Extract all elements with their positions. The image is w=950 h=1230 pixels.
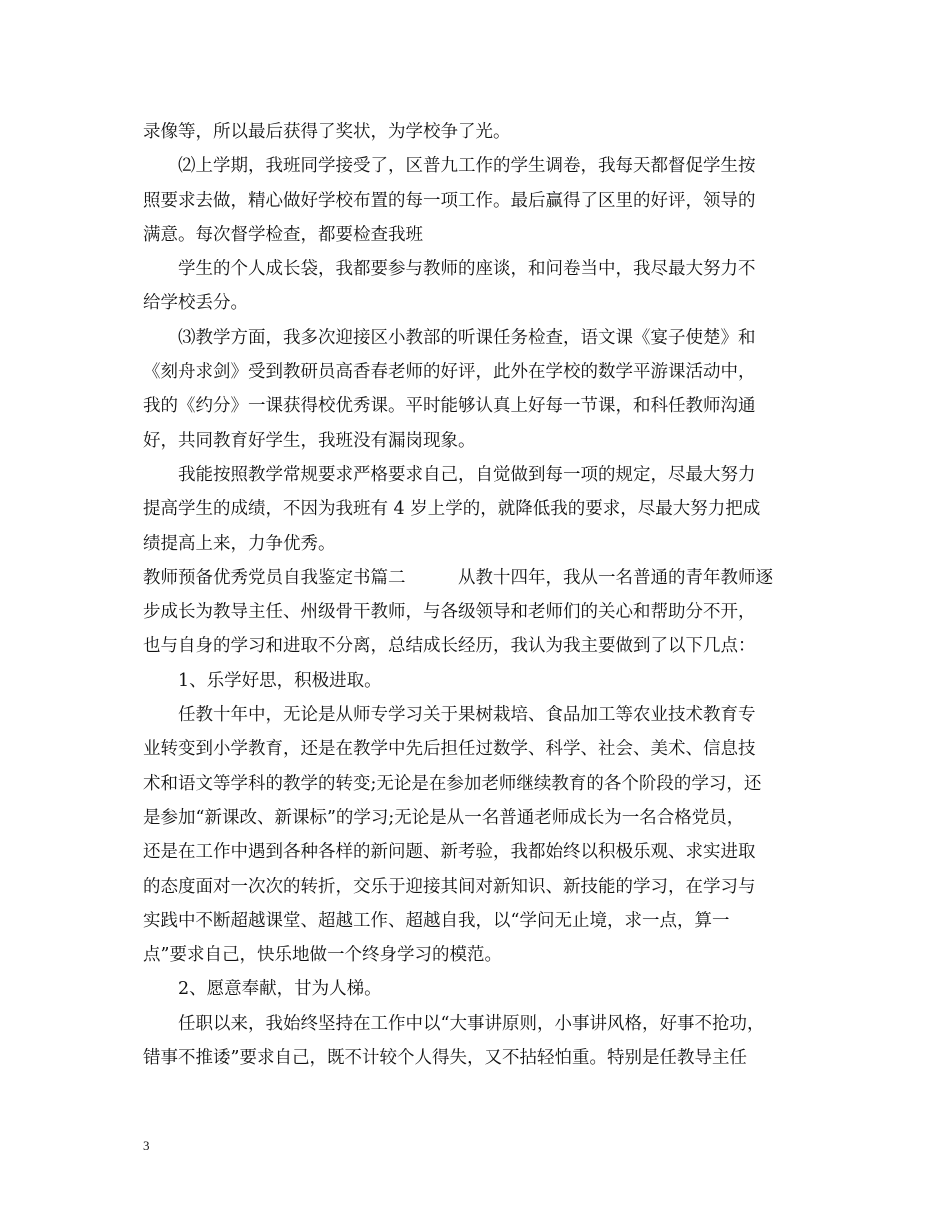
text-line: 照要求去做，精心做好学校布置的每一项工作。最后赢得了区里的好评，领导的 [143,190,756,211]
page-number: 3 [143,1138,150,1153]
text-line: 1、乐学好思，积极进取。 [143,670,382,691]
text-line: 我能按照教学常规要求严格要求自己，自觉做到每一项的规定，尽最大努力 [143,464,756,485]
text-line: 也与自身的学习和进取不分离，总结成长经历，我认为我主要做到了以下几点： [143,636,756,657]
text-line: 任教十年中，无论是从师专学习关于果树栽培、食品加工等农业技术教育专 [143,705,756,726]
text-line: 任职以来，我始终坚持在工作中以“大事讲原则，小事讲风格，好事不抢功， [143,1013,765,1034]
text-line: 给学校丢分。 [143,293,248,314]
text-line: 学生的个人成长袋，我都要参与教师的座谈，和问卷当中，我尽最大努力不 [143,259,756,280]
text-line: 教师预备优秀党员自我鉴定书篇二 从教十四年，我从一名普通的青年教师逐 [143,567,773,588]
text-line: 术和语文等学科的教学的转变;无论是在参加老师继续教育的各个阶段的学习，还 [143,773,762,794]
text-line: 录像等，所以最后获得了奖状，为学校争了光。 [143,122,511,142]
text-line: 点”要求自己，快乐地做一个终身学习的模范。 [143,945,502,966]
text-line: 步成长为教导主任、州级骨干教师，与各级领导和老师们的关心和帮助分不开， [143,602,756,623]
text-line: 是参加“新课改、新课标”的学习;无论是从一名普通老师成长为一名合格党员， [143,807,745,828]
text-line: 满意。每次督学检查，都要检查我班 [143,224,423,245]
text-line: 实践中不断超越课堂、超越工作、超越自我，以“学问无止境，求一点，算一 [143,910,730,931]
text-line: 《刻舟求剑》受到教研员高香春老师的好评，此外在学校的数学平游课活动中， [143,362,756,383]
body-text [143,115,811,1075]
text-line: 的态度面对一次次的转折，交乐于迎接其间对新知识、新技能的学习，在学习与 [143,876,756,897]
text-line: 还是在工作中遇到各种各样的新问题、新考验，我都始终以积极乐观、求实进取 [143,842,756,863]
text-line: 绩提高上来，力争优秀。 [143,533,336,554]
text-line: 错事不推诿”要求自己，既不计较个人得失，又不拈轻怕重。特别是任教导主任 [143,1048,747,1069]
text-line: 好，共同教育好学生，我班没有漏岗现象。 [143,430,476,451]
text-line: 业转变到小学教育，还是在教学中先后担任过数学、科学、社会、美术、信息技 [143,739,756,760]
text-line: 2、愿意奉献，甘为人梯。 [143,979,382,1000]
text-line: 我的《约分》一课获得校优秀课。平时能够认真上好每一节课，和科任教师沟通 [143,396,756,417]
text-line: ⑶教学方面，我多次迎接区小教部的听课任务检查，语文课《宴子使楚》和 [143,327,756,348]
text-line: ⑵上学期，我班同学接受了，区普九工作的学生调卷，我每天都督促学生按 [143,156,756,177]
text-line: 提高学生的成绩，不因为我班有 4 岁上学的，就降低我的要求，尽最大努力把成 [143,499,761,520]
